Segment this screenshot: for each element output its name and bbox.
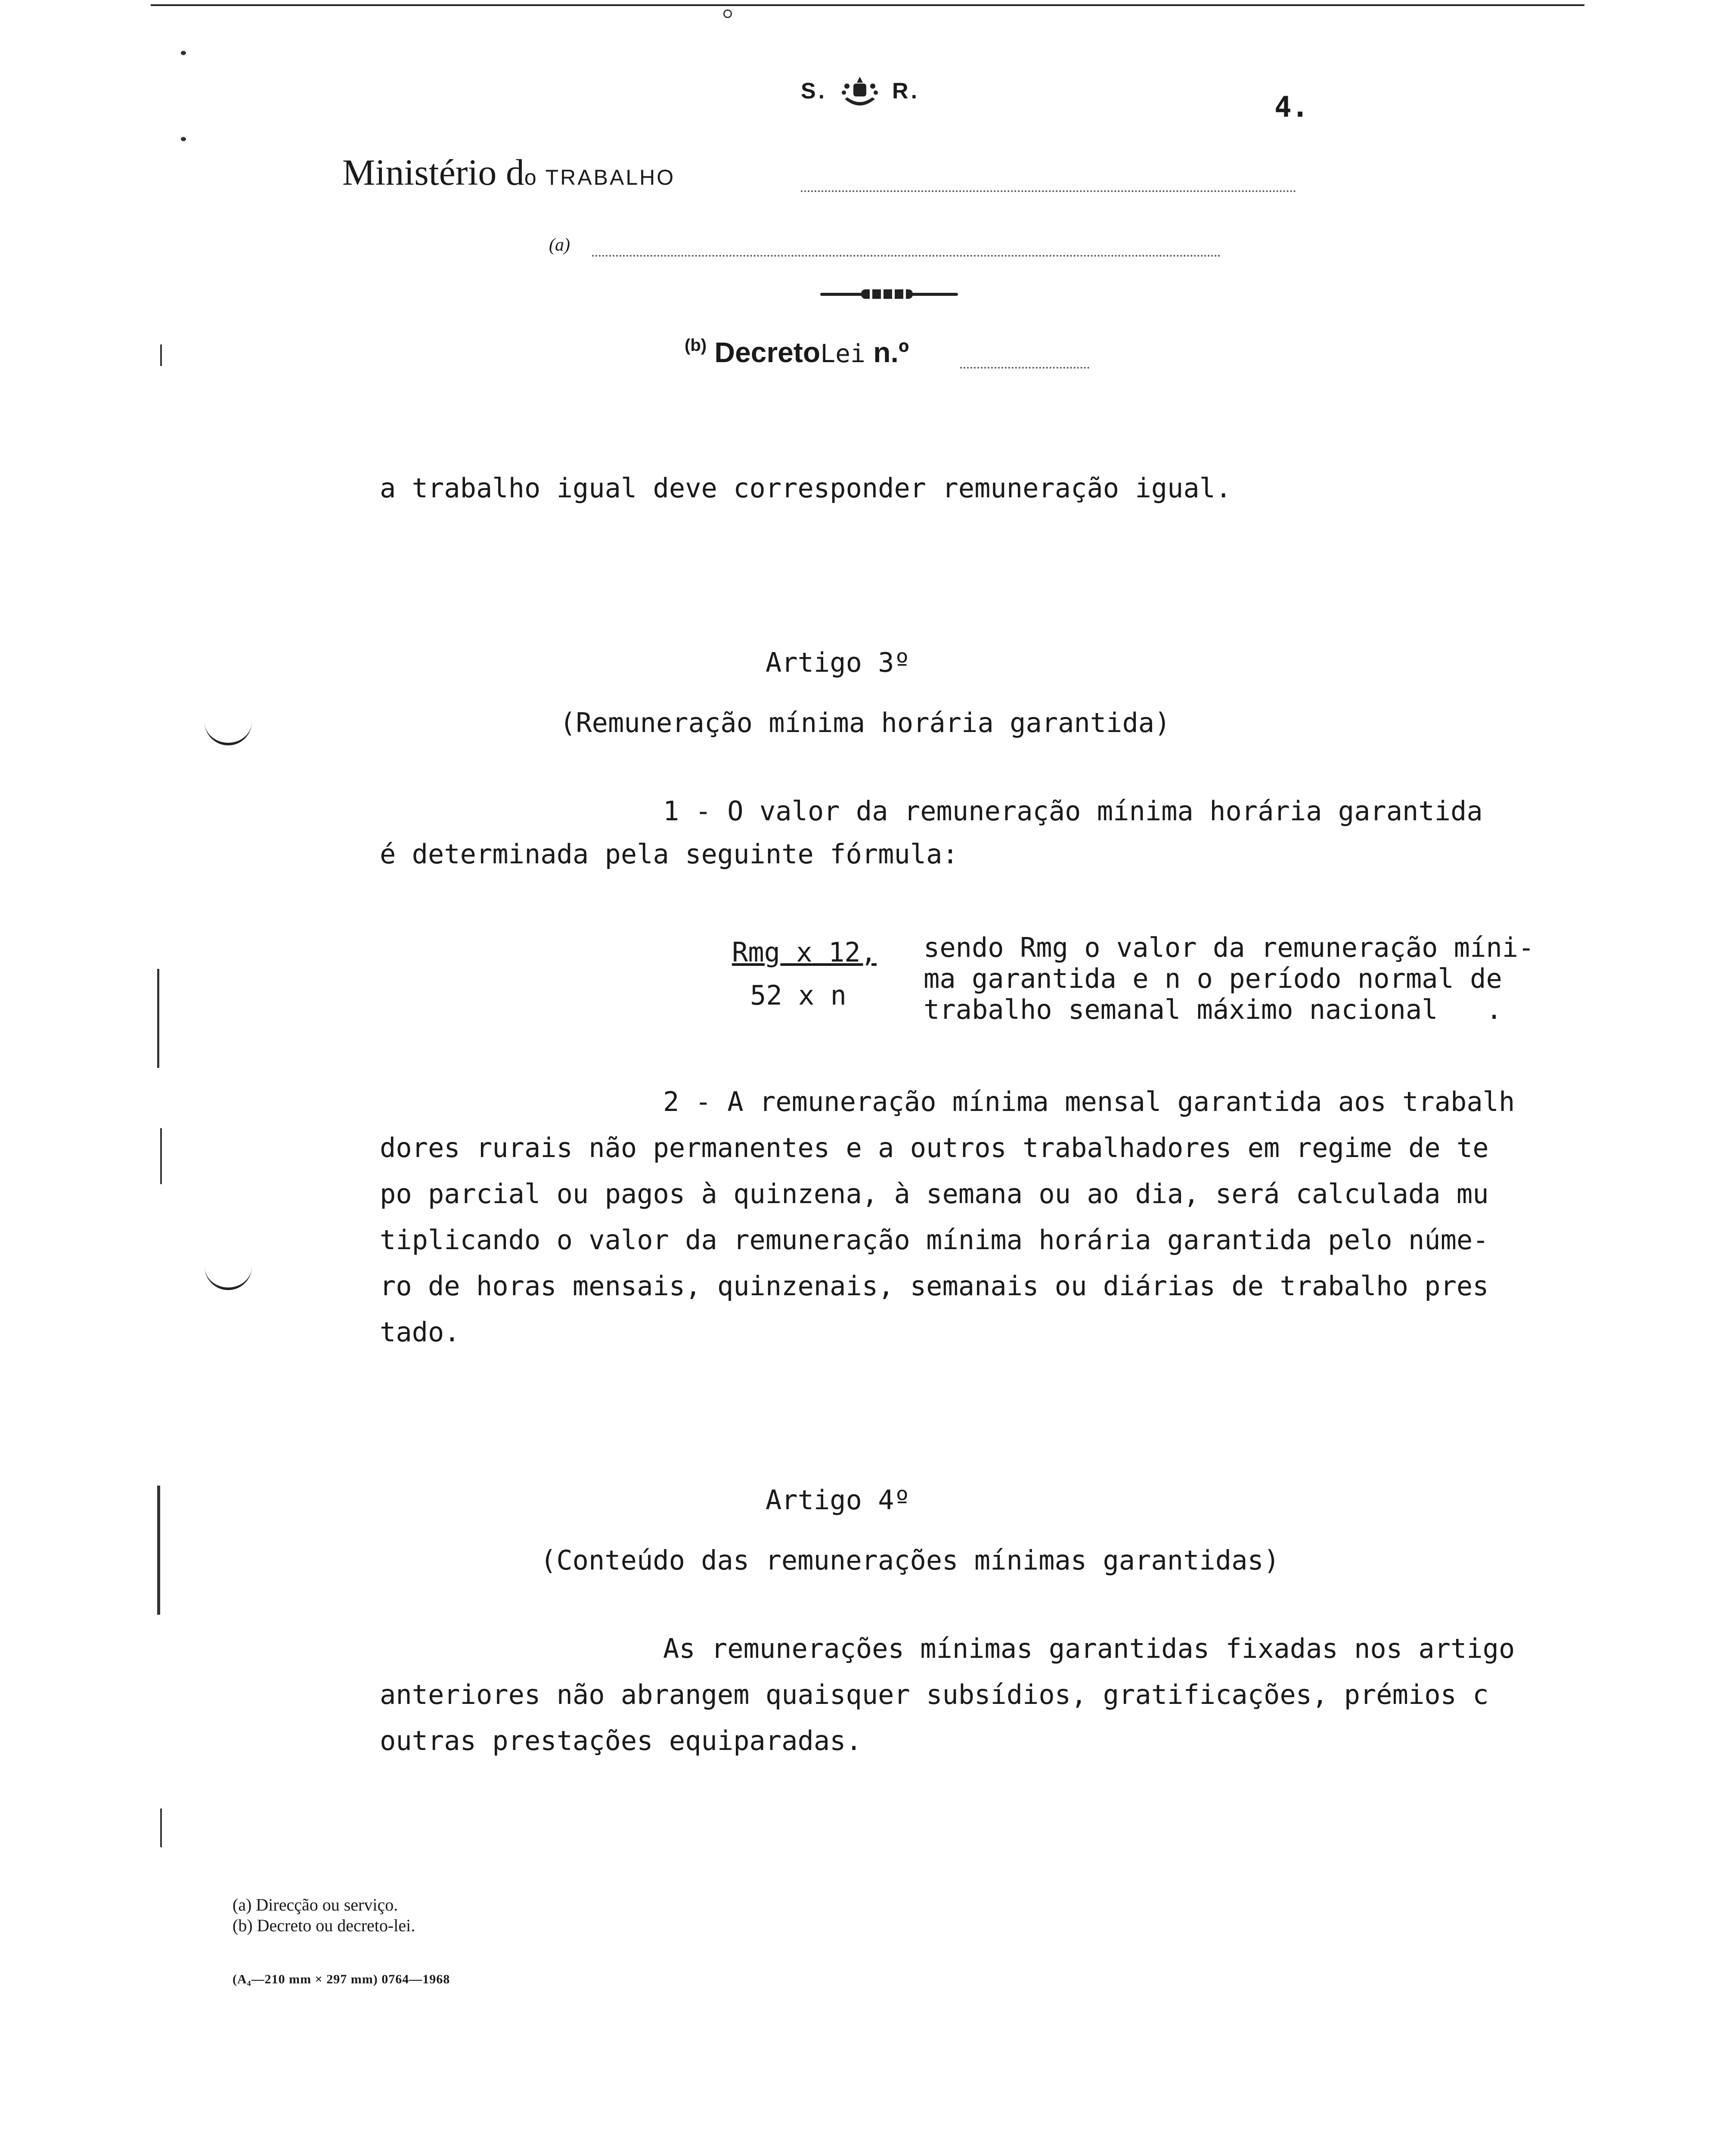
decreto-suffix: n.º: [873, 336, 909, 368]
formula-description: [924, 932, 1534, 1025]
artigo-4-p-line3: outras prestações equiparadas.: [380, 1725, 862, 1756]
footnote-a: (a) Direcção ou serviço.: [232, 1895, 398, 1914]
margin-speck: [181, 137, 186, 141]
ministry-dotted-line: [801, 190, 1296, 192]
formula-desc-line2: ma garantida e n o período normal de: [924, 963, 1502, 994]
ministry-fill: o TRABALHO: [524, 165, 676, 189]
margin-scan-line: [160, 1809, 162, 1847]
artigo-4-p-line2: anteriores não abrangem quaisquer subsídios, gratificações, prémios c: [380, 1679, 1489, 1710]
ministry-header: [342, 151, 675, 194]
opening-line: a trabalho igual deve corresponder remuneração igual.: [380, 472, 1232, 504]
artigo-3-p2-line5: ro de horas mensais, quinzenais, semanais ou diárias de trabalho pres: [380, 1270, 1489, 1302]
artigo-4-title: Artigo 4º: [766, 1484, 910, 1516]
artigo-3-p2-line4: tiplicando o valor da remuneração mínima horária garantida pelo núme-: [380, 1224, 1489, 1256]
artigo-3-p2-line6: tado.: [380, 1316, 460, 1348]
seal: [801, 73, 920, 112]
binding-arc-mark: [205, 717, 252, 745]
formula-denominator: 52 x n: [750, 980, 846, 1011]
footnote-b: (b) Decreto ou decreto-lei.: [232, 1916, 415, 1935]
ministry-prefix: Ministério d: [342, 152, 524, 193]
page-number: 4.: [1274, 90, 1309, 124]
artigo-4-p-line1: As remunerações mínimas garantidas fixadas nos artigo: [663, 1633, 1515, 1664]
seal-text-left: S.: [801, 78, 828, 104]
margin-speck: [181, 51, 186, 55]
top-rule: [151, 4, 1584, 6]
decreto-fill: Lei: [820, 339, 865, 368]
decreto-marker: (b): [685, 336, 707, 355]
margin-scan-line: [160, 1128, 162, 1184]
artigo-3-subtitle: (Remuneração mínima horária garantida): [560, 707, 1171, 738]
line-a-label: (a): [549, 235, 570, 255]
margin-scan-line: [160, 344, 162, 366]
print-info: (A₄—210 mm × 297 mm) 0764—1968: [232, 1972, 450, 1986]
top-punch-dot: [723, 9, 732, 18]
artigo-3-p2-line2: dores rurais não permanentes e a outros trabalhadores em regime de te: [380, 1132, 1489, 1163]
margin-scan-line: [157, 969, 159, 1068]
coat-of-arms-icon: [836, 73, 884, 112]
decreto-label: Decreto: [714, 336, 821, 368]
artigo-3-p1-line1: 1 - O valor da remuneração mínima horária garantida: [663, 795, 1483, 827]
margin-scan-line: [157, 1486, 160, 1615]
seal-text-right: R.: [892, 78, 920, 104]
decreto-header: [685, 336, 909, 369]
formula-desc-line1: sendo Rmg o valor da remuneração míni-: [924, 932, 1534, 963]
artigo-3-p1-line2: é determinada pela seguinte fórmula:: [380, 838, 958, 870]
artigo-4-subtitle: (Conteúdo das remunerações mínimas garantidas): [540, 1545, 1280, 1576]
binding-arc-mark: [205, 1262, 252, 1290]
artigo-3-p2-line3: po parcial ou pagos à quinzena, à semana ou ao dia, será calculada mu: [380, 1178, 1489, 1210]
decreto-dotted-line: [960, 367, 1089, 369]
artigo-3-p2-line1: 2 - A remuneração mínima mensal garantida aos trabalh: [663, 1086, 1515, 1117]
formula-numerator: Rmg x 12,: [732, 937, 877, 968]
ornamental-divider-center: [861, 289, 913, 299]
formula-desc-line3: trabalho semanal máximo nacional .: [924, 994, 1502, 1025]
line-a-dotted-line: [592, 255, 1221, 257]
artigo-3-title: Artigo 3º: [766, 647, 910, 678]
